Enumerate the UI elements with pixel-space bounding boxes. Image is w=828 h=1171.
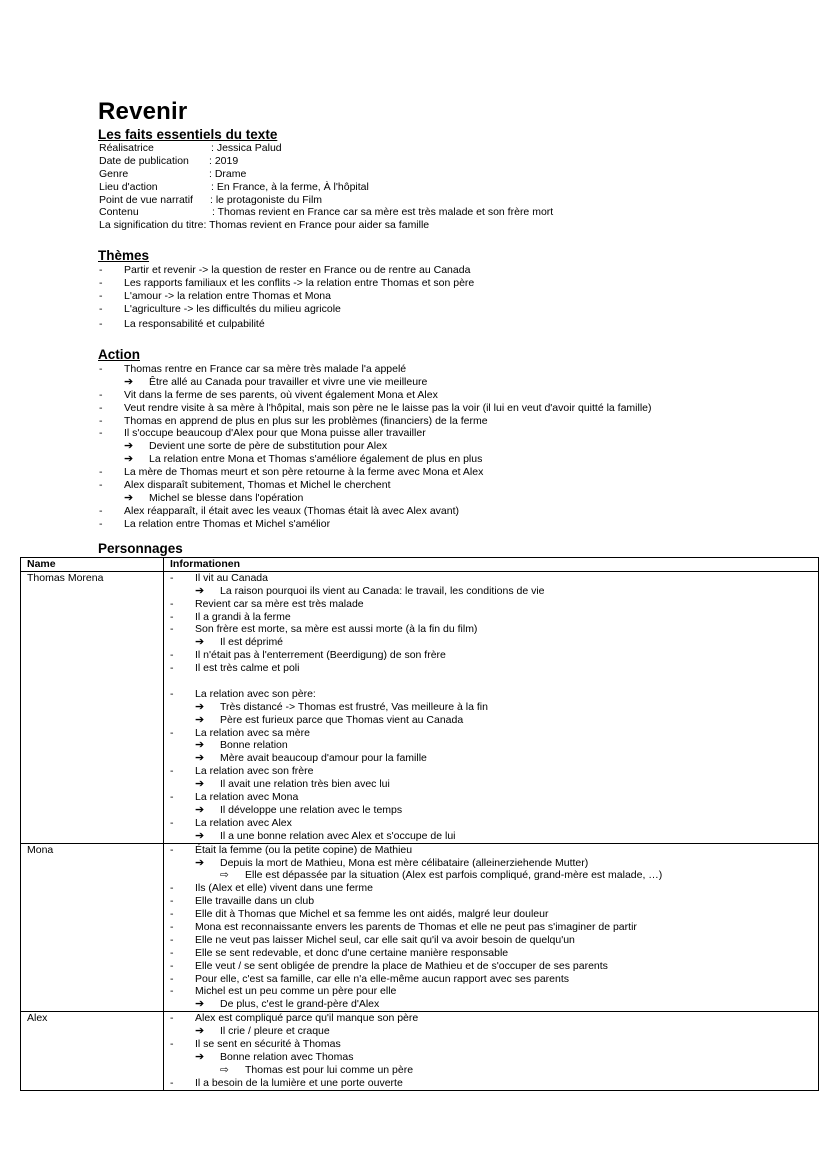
item-text: Thomas rentre en France car sa mère très malade l'a appelé	[124, 363, 407, 375]
arrow-right-icon: ➔	[195, 829, 205, 842]
fact-label: Contenu	[99, 206, 139, 219]
fact-value: : 2019	[209, 154, 239, 167]
info-list	[170, 1012, 818, 1089]
fact-value: : En France, à la ferme, À l'hôpital	[211, 180, 369, 193]
action-list	[99, 363, 652, 531]
item-text: Michel se blesse dans l'opération	[149, 491, 304, 504]
item-text: Être allé au Canada pour travailler et vivre une vie meilleure	[149, 375, 428, 388]
table-row	[21, 843, 819, 1012]
item-text: Alex réapparaît, il était avec les veaux (Thomas était là avec Alex avant)	[124, 504, 460, 517]
item-text: Il a grandi à la ferme	[195, 610, 291, 623]
bullet-dash: -	[170, 623, 174, 636]
list-item	[99, 402, 652, 415]
list-item	[99, 505, 652, 518]
item-text: La relation avec son frère	[195, 765, 314, 778]
fact-row	[99, 194, 553, 207]
item-text: La relation avec sa mère	[195, 726, 310, 739]
item-text: Il crie / pleure et craque	[220, 1025, 330, 1038]
sub-list-item	[170, 857, 818, 870]
document-title: Revenir	[98, 98, 188, 125]
bullet-dash: -	[99, 414, 103, 427]
fact-value: : Drame	[209, 167, 247, 180]
bullet-dash: -	[99, 479, 103, 492]
fact-label: Réalisatrice	[99, 142, 154, 154]
character-name: Thomas Morena	[21, 571, 164, 843]
item-text: Elle veut / se sent obligée de prendre la place de Mathieu et de s'occuper de ses parents	[195, 959, 608, 972]
bullet-dash: -	[99, 302, 103, 315]
fact-label: Point de vue narratif	[99, 193, 193, 206]
list-item	[170, 1012, 818, 1025]
item-text: Elle dit à Thomas que Michel et sa femme les ont aidés, malgré leur douleur	[195, 908, 549, 921]
arrow-right-icon: ➔	[195, 856, 205, 869]
bullet-dash: -	[170, 597, 174, 610]
item-text: Il n'était pas à l'enterrement (Beerdigung) de son frère	[195, 649, 446, 662]
list-item	[99, 264, 474, 277]
fact-row	[99, 206, 553, 219]
bullet-dash: -	[170, 649, 174, 662]
bullet-dash: -	[99, 264, 103, 276]
fact-row	[99, 181, 553, 194]
item-text: Il a besoin de la lumière et une porte ouverte	[195, 1076, 403, 1089]
list-item	[170, 895, 818, 908]
bullet-dash: -	[99, 466, 103, 479]
sub-list-item	[170, 830, 818, 843]
list-item	[170, 727, 818, 740]
list-item	[99, 466, 652, 479]
list-item	[170, 908, 818, 921]
bullet-dash: -	[170, 946, 174, 959]
facts-list	[99, 142, 553, 232]
table-row	[21, 1012, 819, 1090]
item-text: La raison pourquoi ils vient au Canada: le travail, les conditions de vie	[220, 584, 545, 597]
list-item	[99, 363, 652, 376]
bullet-dash: -	[170, 985, 174, 998]
fact-row	[99, 168, 553, 181]
fact-value: : Thomas revient en France pour aider sa famille	[203, 219, 430, 232]
sub-list-item	[170, 752, 818, 765]
themes-list	[99, 264, 474, 332]
bullet-dash: -	[99, 317, 103, 330]
hollow-arrow-icon: ⇨	[220, 1063, 229, 1076]
item-text: La mère de Thomas meurt et son père retourne à la ferme avec Mona et Alex	[124, 466, 484, 479]
bullet-dash: -	[170, 610, 174, 623]
sub-list-item	[170, 869, 818, 882]
item-text: Il s'occupe beaucoup d'Alex pour que Mona puisse aller travailler	[124, 427, 426, 440]
hollow-arrow-icon: ⇨	[220, 869, 229, 882]
sub-list-item	[170, 998, 818, 1011]
bullet-dash: -	[99, 504, 103, 517]
item-text: Thomas en apprend de plus en plus sur les problèmes (financiers) de la ferme	[124, 414, 488, 427]
fact-label: Lieu d'action	[99, 180, 158, 193]
bullet-dash: -	[170, 1012, 174, 1025]
sub-list-item	[170, 701, 818, 714]
bullet-dash: -	[170, 843, 174, 856]
list-item	[170, 882, 818, 895]
fact-label: Genre	[99, 167, 129, 180]
item-text: Très distancé -> Thomas est frustré, Vas meilleure à la fin	[220, 700, 488, 713]
bullet-dash: -	[170, 1037, 174, 1050]
list-item	[170, 611, 818, 624]
arrow-right-icon: ➔	[195, 700, 205, 713]
bullet-dash: -	[170, 1076, 174, 1089]
table-header-row	[21, 558, 819, 572]
column-header-name: Name	[21, 558, 164, 572]
characters-table	[20, 557, 819, 1091]
sub-list-item	[170, 714, 818, 727]
item-text: Alex disparaît subitement, Thomas et Michel le cherchent	[124, 479, 391, 492]
arrow-right-icon: ➔	[124, 491, 134, 504]
bullet-dash: -	[170, 726, 174, 739]
item-text: Pour elle, c'est sa famille, car elle n'a elle-même aucun rapport avec ses parents	[195, 972, 570, 985]
theme-text: L'agriculture -> les difficultés du milieu agricole	[124, 302, 341, 315]
bullet-dash: -	[99, 363, 103, 375]
sub-list-item	[170, 1025, 818, 1038]
list-item	[99, 518, 652, 531]
arrow-right-icon: ➔	[195, 1050, 205, 1063]
list-item	[170, 817, 818, 830]
list-item	[99, 479, 652, 492]
item-text: La relation avec Alex	[195, 816, 292, 829]
bullet-dash: -	[170, 571, 174, 584]
item-text: Devient une sorte de père de substitution pour Alex	[149, 440, 388, 453]
bullet-dash: -	[99, 289, 103, 302]
sub-list-item	[170, 1064, 818, 1077]
theme-text: L'amour -> la relation entre Thomas et Mona	[124, 289, 331, 302]
list-item	[170, 985, 818, 998]
sub-list-item	[170, 739, 818, 752]
bullet-dash: -	[99, 401, 103, 414]
arrow-right-icon: ➔	[124, 453, 134, 466]
list-item	[170, 921, 818, 934]
list-item	[170, 791, 818, 804]
bullet-dash: -	[99, 276, 103, 289]
bullet-dash: -	[170, 816, 174, 829]
arrow-right-icon: ➔	[195, 584, 205, 597]
item-text: Thomas est pour lui comme un père	[245, 1063, 414, 1076]
theme-text: Partir et revenir -> la question de rester en France ou de rentre au Canada	[124, 264, 471, 276]
bullet-dash: -	[170, 765, 174, 778]
arrow-right-icon: ➔	[195, 803, 205, 816]
list-item	[170, 649, 818, 662]
table-row	[21, 571, 819, 843]
list-item	[170, 934, 818, 947]
item-text: Depuis la mort de Mathieu, Mona est mère célibataire (alleinerziehende Mutter)	[220, 856, 589, 869]
sub-list-item	[170, 585, 818, 598]
bullet-dash: -	[170, 687, 174, 700]
arrow-right-icon: ➔	[124, 375, 134, 388]
sub-list-item	[170, 778, 818, 791]
spacer	[170, 675, 818, 688]
fact-row	[99, 142, 553, 155]
characters-table-body	[21, 571, 819, 1090]
bullet-dash: -	[170, 972, 174, 985]
sub-list-item	[99, 453, 652, 466]
item-text: Veut rendre visite à sa mère à l'hôpital, mais son père ne le laisse pas la voir (il lui en veut d'avoir quitté la famille)	[124, 401, 652, 414]
item-text: Elle se sent redevable, et donc d'une certaine manière responsable	[195, 946, 509, 959]
sub-list-item	[99, 492, 652, 505]
list-item	[170, 1038, 818, 1051]
character-info	[164, 1012, 819, 1090]
themes-heading: Thèmes	[98, 248, 150, 263]
item-text: La relation avec son père:	[195, 687, 316, 700]
item-text: Était la femme (ou la petite copine) de Mathieu	[195, 843, 413, 856]
bullet-dash: -	[170, 895, 174, 908]
item-text: Son frère est morte, sa mère est aussi morte (à la fin du film)	[195, 623, 478, 636]
bullet-dash: -	[170, 920, 174, 933]
item-text: Il est déprimé	[220, 636, 284, 649]
fact-value: : le protagoniste du Film	[210, 193, 323, 206]
bullet-dash: -	[170, 662, 174, 675]
item-text: Il développe une relation avec le temps	[220, 803, 403, 816]
fact-label: La signification du titre	[99, 219, 204, 232]
bullet-dash: -	[170, 933, 174, 946]
sub-list-item	[170, 636, 818, 649]
list-item	[170, 973, 818, 986]
item-text: Vit dans la ferme de ses parents, où vivent également Mona et Alex	[124, 388, 438, 401]
list-item	[99, 316, 474, 332]
fact-row	[99, 219, 553, 232]
item-text: Mona est reconnaissante envers les parents de Thomas et elle ne peut pas s'imaginer de partir	[195, 920, 637, 933]
list-item	[170, 662, 818, 675]
bullet-dash: -	[170, 882, 174, 895]
facts-heading: Les faits essentiels du texte	[98, 127, 278, 142]
action-heading: Action	[98, 347, 140, 362]
arrow-right-icon: ➔	[195, 739, 205, 752]
bullet-dash: -	[99, 517, 103, 530]
list-item	[170, 947, 818, 960]
bullet-dash: -	[99, 388, 103, 401]
item-text: Il vit au Canada	[195, 571, 268, 584]
item-text: La relation entre Mona et Thomas s'améliore également de plus en plus	[149, 453, 483, 466]
list-item	[99, 290, 474, 303]
item-text: Il a une bonne relation avec Alex et s'occupe de lui	[220, 829, 456, 842]
list-item	[170, 598, 818, 611]
fact-value: : Thomas revient en France car sa mère est très malade et son frère mort	[212, 206, 554, 219]
item-text: Elle travaille dans un club	[195, 895, 315, 908]
item-text: Il se sent en sécurité à Thomas	[195, 1037, 341, 1050]
arrow-right-icon: ➔	[124, 440, 134, 453]
list-item	[170, 688, 818, 701]
item-text: Elle ne veut pas laisser Michel seul, car elle sait qu'il va avoir besoin de quelqu'un	[195, 933, 575, 946]
personnages-heading: Personnages	[98, 541, 183, 556]
item-text: Il avait une relation très bien avec lui	[220, 778, 390, 791]
item-text: Revient car sa mère est très malade	[195, 597, 364, 610]
list-item	[99, 427, 652, 440]
sub-list-item	[99, 440, 652, 453]
arrow-right-icon: ➔	[195, 752, 205, 765]
sub-list-item	[170, 1051, 818, 1064]
character-name: Alex	[21, 1012, 164, 1090]
bullet-dash: -	[170, 959, 174, 972]
list-item	[99, 303, 474, 316]
info-list	[170, 844, 818, 1012]
character-info	[164, 571, 819, 843]
item-text: Michel est un peu comme un père pour elle	[195, 985, 397, 998]
item-text: La relation avec Mona	[195, 791, 299, 804]
arrow-right-icon: ➔	[195, 778, 205, 791]
item-text: Bonne relation avec Thomas	[220, 1050, 354, 1063]
list-item	[99, 277, 474, 290]
list-item	[170, 623, 818, 636]
item-text: Père est furieux parce que Thomas vient au Canada	[220, 713, 464, 726]
bullet-dash: -	[170, 908, 174, 921]
item-text: Alex est compliqué parce qu'il manque son père	[195, 1012, 419, 1025]
character-info	[164, 843, 819, 1012]
list-item	[170, 765, 818, 778]
list-item	[99, 389, 652, 402]
sub-list-item	[99, 376, 652, 389]
list-item	[170, 572, 818, 585]
item-text: De plus, c'est le grand-père d'Alex	[220, 998, 380, 1011]
theme-text: La responsabilité et culpabilité	[124, 317, 265, 330]
fact-row	[99, 155, 553, 168]
item-text: Elle est dépassée par la situation (Alex est parfois compliqué, grand-mère est malade, …)	[245, 869, 663, 882]
item-text: Ils (Alex et elle) vivent dans une ferme	[195, 882, 373, 895]
arrow-right-icon: ➔	[195, 713, 205, 726]
arrow-right-icon: ➔	[195, 998, 205, 1011]
arrow-right-icon: ➔	[195, 1025, 205, 1038]
list-item	[170, 960, 818, 973]
column-header-info: Informationen	[164, 558, 819, 572]
theme-text: Les rapports familiaux et les conflits -> la relation entre Thomas et son père	[124, 276, 475, 289]
list-item	[99, 415, 652, 428]
character-name: Mona	[21, 843, 164, 1012]
list-item	[170, 844, 818, 857]
info-list	[170, 572, 818, 843]
item-text: Il est très calme et poli	[195, 662, 300, 675]
list-item	[170, 1077, 818, 1090]
arrow-right-icon: ➔	[195, 636, 205, 649]
item-text: Bonne relation	[220, 739, 288, 752]
bullet-dash: -	[99, 427, 103, 440]
fact-label: Date de publication	[99, 154, 189, 167]
item-text: La relation entre Thomas et Michel s'amélior	[124, 517, 331, 530]
item-text: Mère avait beaucoup d'amour pour la famille	[220, 752, 427, 765]
bullet-dash: -	[170, 791, 174, 804]
sub-list-item	[170, 804, 818, 817]
fact-value: : Jessica Palud	[211, 142, 282, 154]
